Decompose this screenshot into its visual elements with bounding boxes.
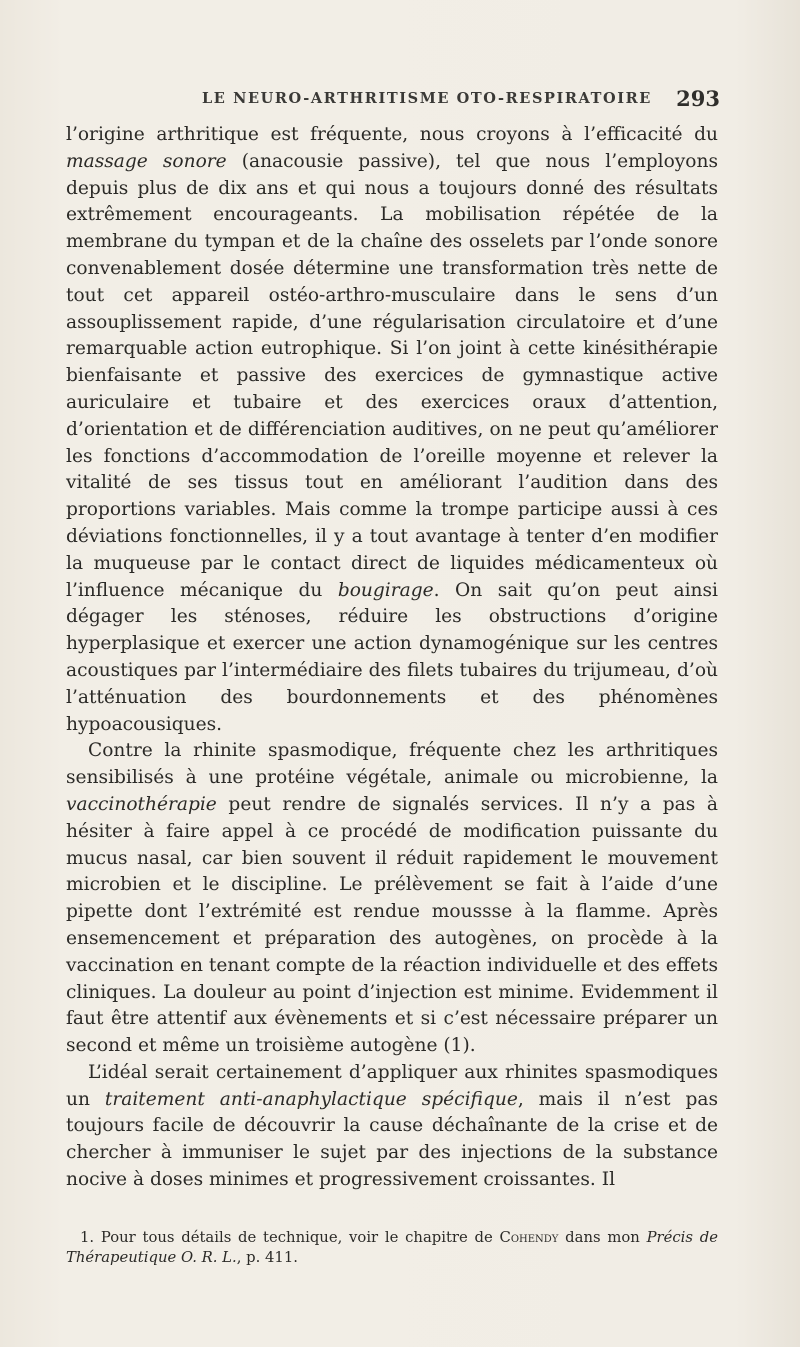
page-number: 293 (676, 86, 720, 111)
paragraph-1 (66, 122, 718, 738)
footnote-1 (66, 1228, 718, 1268)
paragraph-2-text-b: peut rendre de signalés services. Il n’y a pas à hésiter à faire appel à ce procédé de modification puissante du mucus nasal, car bien souvent il réduit rapidement le mouvement microbien et le discipline. Le prélèvement se fait à l’aide d’une pipette dont l’extrémité est rendue moussse à la flamme. Après ensemencement et préparation des autogènes, on procède à la vaccination en tenant compte de la réaction individuelle et des effets cliniques. La douleur au point d’injection est minime. Evidemment il faut être attentif aux évènements et si c’est nécessaire préparer un second et même un troisième autogène (1). (66, 793, 718, 1057)
paragraph-1-text-a: l’origine arthritique est fréquente, nous croyons à l’efficacité du (66, 124, 718, 145)
paragraph-2 (66, 738, 718, 1060)
body-text (66, 122, 718, 1194)
emphasis-traitement: traitement anti-anaphylactique spécifique (104, 1088, 518, 1110)
page-header (66, 86, 720, 116)
footnote-author: Cohendy (499, 1229, 559, 1246)
emphasis-bougirage: bougirage (337, 579, 434, 601)
footnote-text-c: , p. 411. (236, 1249, 298, 1266)
emphasis-massage-sonore: massage sonore (66, 150, 227, 172)
paragraph-3-text-b: , mais il n’est pas toujours facile de découvrir la cause déchaînante de la crise et de chercher à immuniser le sujet par des injections de la substance nocive à doses minimes et progressivement croissantes. Il (66, 1088, 718, 1191)
paragraph-1-text-b: (anacousie passive), tel que nous l’employons depuis plus de dix ans et qui nous a toujours donné des résultats extrêmement encourageants. La mobilisation répétée de la membrane du tympan et de la chaîne des osselets par l’onde sonore convenablement dosée détermine une transformation très nette de tout cet appareil ostéo-arthro-musculaire dans le sens d’un assouplissement rapide, d’une régularisation circulatoire et d’une remarquable action eutrophique. Si l’on joint à cette kinésithérapie bienfaisante et passive des exercices de gymnastique active auriculaire et tubaire et des exercices oraux d’attention, d’orientation et de différenciation auditives, on ne peut qu’améliorer les fonctions d’accommodation de l’oreille moyenne et relever la vitalité de ses tissus tout en améliorant l’audition dans des proportions variables. Mais comme la trompe participe aussi à ces déviations fonctionnelles, il y a tout avantage à tenter d’en modifier la muqueuse par le contact direct de liquides médicamenteux où l’influence mécanique du (66, 150, 718, 601)
paragraph-3-text-a: L’idéal serait certainement d’appliquer aux rhinites spasmodiques un (66, 1061, 718, 1110)
running-title: LE NEURO-ARTHRITISME OTO-RESPIRATOIRE (202, 90, 652, 107)
footnotes (66, 1228, 718, 1268)
paragraph-3 (66, 1060, 718, 1194)
footnote-text-a: 1. Pour tous détails de technique, voir le chapitre de (80, 1229, 500, 1246)
footnote-book-title: Précis de Thérapeutique O. R. L. (66, 1229, 718, 1266)
paragraph-1-text-c: . On sait qu’on peut ainsi dégager les sténoses, réduire les obstructions d’origine hyperplasique et exercer une action dynamogénique sur les centres acoustiques par l’intermédiaire des filets tubaires du trijumeau, d’où l’atténuation des bourdonnements et des phénomènes hypoacousiques. (66, 579, 718, 735)
paragraph-2-text-a: Contre la rhinite spasmodique, fréquente chez les arthritiques sensibilisés à une protéine végétale, animale ou microbienne, la (66, 740, 718, 789)
footnote-text-b: dans mon (558, 1229, 647, 1246)
emphasis-vaccinotherapie: vaccinothérapie (66, 793, 217, 815)
